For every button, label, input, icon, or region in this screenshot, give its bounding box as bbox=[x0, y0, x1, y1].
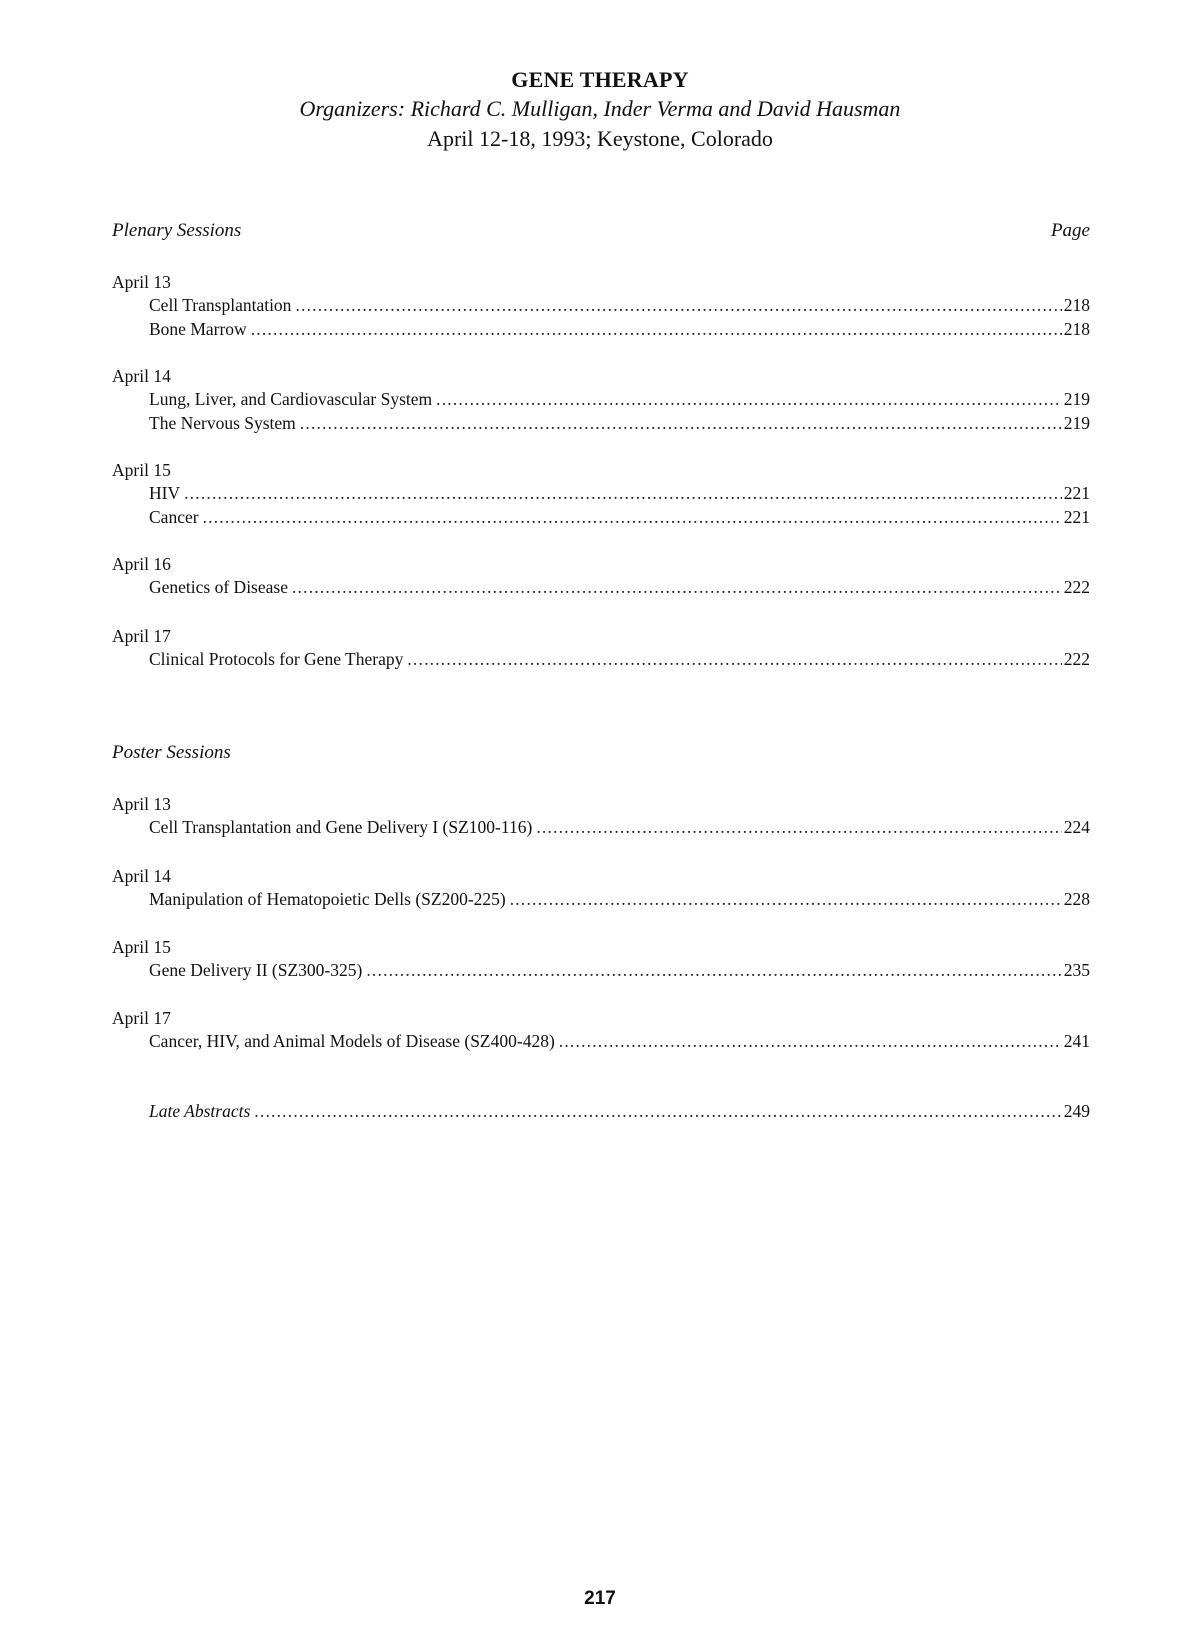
entry-label: Manipulation of Hematopoietic Dells (SZ200-225) bbox=[149, 889, 506, 909]
entry-page-number: 221 bbox=[1063, 507, 1090, 527]
entry-label: Bone Marrow bbox=[149, 319, 247, 339]
dot-leader bbox=[366, 959, 1061, 981]
toc-entry-late-abstracts[interactable] bbox=[149, 1100, 1090, 1122]
entry-page-number: 224 bbox=[1063, 817, 1090, 837]
entry-page-number: 235 bbox=[1063, 960, 1090, 980]
entry-page-number: 218 bbox=[1063, 319, 1090, 339]
meeting-dateline: April 12-18, 1993; Keystone, Colorado bbox=[427, 126, 773, 151]
plenary-date-april-16: April 16 bbox=[112, 554, 171, 574]
entry-label: Cancer, HIV, and Animal Models of Disease (SZ400-428) bbox=[149, 1031, 555, 1051]
entry-label: Cancer bbox=[149, 507, 199, 527]
dot-leader bbox=[407, 648, 1061, 670]
entry-page-number: 219 bbox=[1063, 389, 1090, 409]
dot-leader bbox=[536, 816, 1061, 838]
plenary-date-april-13: April 13 bbox=[112, 272, 171, 292]
page-column-heading: Page bbox=[1050, 220, 1090, 241]
plenary-date-april-17: April 17 bbox=[112, 626, 171, 646]
toc-entry[interactable] bbox=[149, 576, 1090, 598]
entry-label: Late Abstracts bbox=[149, 1101, 251, 1121]
poster-sessions-heading: Poster Sessions bbox=[112, 742, 231, 763]
entry-label: The Nervous System bbox=[149, 413, 296, 433]
toc-entry[interactable] bbox=[149, 318, 1090, 340]
toc-entry[interactable] bbox=[149, 1030, 1090, 1052]
entry-label: Cell Transplantation bbox=[149, 295, 292, 315]
toc-entry[interactable] bbox=[149, 816, 1090, 838]
toc-entry[interactable] bbox=[149, 506, 1090, 528]
plenary-sessions-heading: Plenary Sessions bbox=[112, 220, 242, 241]
document-title: GENE THERAPY bbox=[511, 67, 689, 92]
plenary-date-april-14: April 14 bbox=[112, 366, 171, 386]
toc-entry[interactable] bbox=[149, 294, 1090, 316]
entry-label: Clinical Protocols for Gene Therapy bbox=[149, 649, 404, 669]
dot-leader bbox=[436, 388, 1062, 410]
toc-entry[interactable] bbox=[149, 412, 1090, 434]
entry-page-number: 218 bbox=[1063, 295, 1090, 315]
entry-page-number: 222 bbox=[1063, 649, 1090, 669]
toc-entry[interactable] bbox=[149, 959, 1090, 981]
page-number-footer: 217 bbox=[584, 1588, 616, 1609]
entry-label: Gene Delivery II (SZ300-325) bbox=[149, 960, 363, 980]
entry-label: HIV bbox=[149, 483, 181, 503]
poster-date-april-14: April 14 bbox=[112, 866, 171, 886]
dot-leader bbox=[295, 294, 1061, 316]
dot-leader bbox=[184, 482, 1062, 504]
dot-leader bbox=[203, 506, 1062, 528]
toc-entry[interactable] bbox=[149, 648, 1090, 670]
entry-page-number: 222 bbox=[1063, 577, 1090, 597]
organizers-line: Organizers: Richard C. Mulligan, Inder Verma and David Hausman bbox=[299, 96, 901, 121]
entry-page-number: 228 bbox=[1063, 889, 1090, 909]
poster-date-april-15: April 15 bbox=[112, 937, 171, 957]
entry-label: Genetics of Disease bbox=[149, 577, 288, 597]
toc-entry[interactable] bbox=[149, 482, 1090, 504]
entry-page-number: 249 bbox=[1063, 1101, 1090, 1121]
poster-date-april-13: April 13 bbox=[112, 794, 171, 814]
poster-date-april-17: April 17 bbox=[112, 1008, 171, 1028]
entry-page-number: 219 bbox=[1063, 413, 1090, 433]
toc-entry[interactable] bbox=[149, 388, 1090, 410]
toc-entry[interactable] bbox=[149, 888, 1090, 910]
entry-page-number: 241 bbox=[1063, 1031, 1090, 1051]
dot-leader bbox=[251, 318, 1062, 340]
entry-label: Lung, Liver, and Cardiovascular System bbox=[149, 389, 433, 409]
dot-leader bbox=[300, 412, 1062, 434]
entry-label: Cell Transplantation and Gene Delivery I (SZ100-116) bbox=[149, 817, 533, 837]
dot-leader bbox=[254, 1100, 1061, 1122]
entry-page-number: 221 bbox=[1063, 483, 1090, 503]
dot-leader bbox=[559, 1030, 1062, 1052]
plenary-date-april-15: April 15 bbox=[112, 460, 171, 480]
dot-leader bbox=[292, 576, 1062, 598]
table-of-contents bbox=[112, 0, 1090, 1651]
dot-leader bbox=[510, 888, 1062, 910]
